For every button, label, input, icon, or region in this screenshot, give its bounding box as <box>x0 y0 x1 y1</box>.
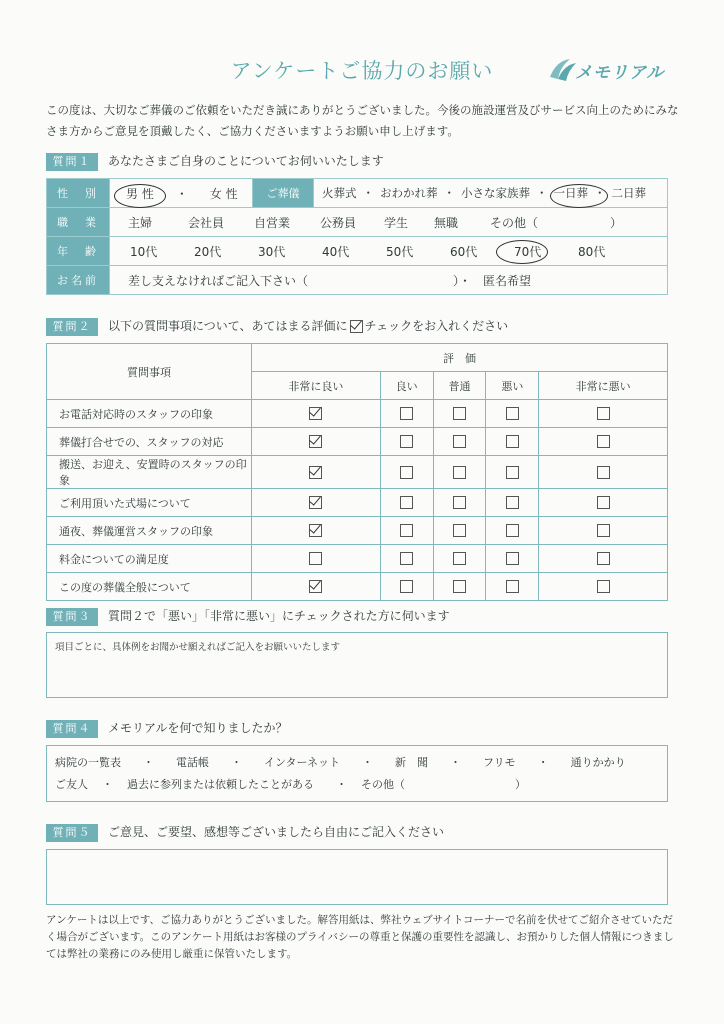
rating-cell <box>252 456 381 489</box>
rating-checkbox[interactable] <box>309 580 322 593</box>
rating-checkbox[interactable] <box>309 496 322 509</box>
age-50[interactable]: 50代 <box>386 244 414 259</box>
age-40[interactable]: 40代 <box>322 244 350 259</box>
col-eval-header: 評 価 <box>252 344 668 372</box>
table-row <box>47 545 668 573</box>
q3-heading <box>46 607 450 626</box>
rating-cell <box>252 489 381 517</box>
q3-label: 質問３ <box>46 608 98 626</box>
rating-checkbox[interactable] <box>453 580 466 593</box>
rating-cell <box>380 545 433 573</box>
table-row <box>47 400 668 428</box>
gender-label: 性 別 <box>47 179 110 208</box>
rating-checkbox[interactable] <box>506 552 519 565</box>
q2-text: 以下の質問事項について、あてはまる評価に <box>108 319 348 333</box>
rating-checkbox[interactable] <box>597 435 610 448</box>
rating-cell <box>433 428 486 456</box>
col-item-header: 質問事項 <box>47 344 252 400</box>
rating-header: 普通 <box>433 372 486 400</box>
funeral-label: ご葬儀 <box>253 179 314 208</box>
gender-female[interactable]: 女 性 <box>209 186 238 201</box>
rating-header: 良い <box>380 372 433 400</box>
q2-label: 質問２ <box>46 318 98 336</box>
q5-label: 質問５ <box>46 824 98 842</box>
q3-answer-box[interactable] <box>46 632 668 698</box>
age-10[interactable]: 10代 <box>130 244 158 259</box>
rating-checkbox[interactable] <box>309 552 322 565</box>
rating-cell <box>252 400 381 428</box>
rating-cell <box>539 456 668 489</box>
age-80[interactable]: 80代 <box>578 244 606 259</box>
age-30[interactable]: 30代 <box>258 244 286 259</box>
rating-checkbox[interactable] <box>453 524 466 537</box>
rating-cell <box>539 428 668 456</box>
rating-cell <box>252 517 381 545</box>
rating-cell <box>539 489 668 517</box>
rating-checkbox[interactable] <box>453 407 466 420</box>
funeral-ichinichi[interactable]: 一日葬 <box>553 186 588 200</box>
rating-cell <box>252 428 381 456</box>
job-employee[interactable]: 会社員 <box>188 215 225 230</box>
source-passing-by[interactable]: 通りかかり <box>570 756 626 769</box>
rating-checkbox[interactable] <box>597 407 610 420</box>
rating-checkbox[interactable] <box>506 524 519 537</box>
rating-checkbox[interactable] <box>453 552 466 565</box>
rating-cell <box>539 573 668 601</box>
rating-cell <box>486 545 539 573</box>
age70-circle <box>496 240 548 264</box>
q2-text2: チェックをお入れください <box>364 319 509 333</box>
rating-cell <box>539 545 668 573</box>
rating-cell <box>539 517 668 545</box>
q5-text: ご意見、ご要望、感想等ございましたら自由にご記入ください <box>108 825 445 839</box>
rating-cell <box>380 489 433 517</box>
q1-heading <box>46 152 384 171</box>
rating-checkbox[interactable] <box>597 466 610 479</box>
rating-cell <box>486 456 539 489</box>
name-field[interactable]: 差し支えなければご記入下さい（ <box>128 273 309 288</box>
rating-cell <box>486 517 539 545</box>
q3-text: 質問２で「悪い」「非常に悪い」にチェックされた方に伺います <box>108 609 450 623</box>
rating-checkbox[interactable] <box>309 466 322 479</box>
q2-heading <box>46 317 508 336</box>
rating-checkbox[interactable] <box>453 435 466 448</box>
rating-checkbox[interactable] <box>597 580 610 593</box>
q1-label: 質問１ <box>46 153 98 171</box>
gender-male[interactable]: 男 性 <box>126 186 154 201</box>
q2-table <box>46 343 668 601</box>
rating-cell <box>486 489 539 517</box>
rating-cell <box>539 400 668 428</box>
rating-checkbox[interactable] <box>506 496 519 509</box>
funeral-owakare[interactable]: おわかれ葬 <box>380 186 438 200</box>
rating-checkbox[interactable] <box>597 552 610 565</box>
source-newspaper[interactable]: 新 聞 <box>395 756 429 769</box>
job-label: 職 業 <box>47 208 110 237</box>
ichinichi-circle <box>550 184 608 208</box>
q5-answer-box[interactable] <box>46 849 668 905</box>
q4-heading <box>46 719 288 738</box>
check-sample-icon <box>350 320 363 333</box>
age-label: 年 齢 <box>47 237 110 266</box>
name-label: お名前 <box>47 266 110 295</box>
rating-checkbox[interactable] <box>597 524 610 537</box>
rating-checkbox[interactable] <box>506 407 519 420</box>
rating-checkbox[interactable] <box>309 407 322 420</box>
job-housewife[interactable]: 主婦 <box>128 215 153 230</box>
rating-header: 非常に悪い <box>539 372 668 400</box>
question-item: お電話対応時のスタッフの印象 <box>47 400 252 428</box>
source-phonebook[interactable]: 電話帳 <box>176 756 209 769</box>
age-60[interactable]: 60代 <box>450 244 478 259</box>
footer-note: アンケートは以上です、ご協力ありがとうございました。解答用紙は、弊社ウェブサイトコーナーで名前を伏せてご紹介させていただく場合がございます。このアンケート用紙はお客様のプライバシーの尊重と保護の重要性を認識し、お預かりした個人情報につきましては弊社の業務にのみ使用し厳重に保管いたします。 <box>46 914 674 960</box>
rating-cell <box>380 400 433 428</box>
rating-checkbox[interactable] <box>400 496 413 509</box>
rating-cell <box>380 517 433 545</box>
rating-cell <box>433 545 486 573</box>
rating-cell <box>486 428 539 456</box>
rating-cell <box>433 489 486 517</box>
rating-checkbox[interactable] <box>506 435 519 448</box>
rating-checkbox[interactable] <box>400 552 413 565</box>
rating-checkbox[interactable] <box>506 580 519 593</box>
table-row <box>47 456 668 489</box>
table-row <box>47 489 668 517</box>
q4-options-box: 病院の一覧表 ・ 電話帳 ・ インターネット ・ 新 聞 ・ フリモ ・ 通りかかり ご友人 ・ 過去に参列または依頼したことがある ・ その他（ ） <box>46 745 668 802</box>
table-row <box>47 428 668 456</box>
source-friend[interactable]: ご友人 <box>55 778 88 791</box>
rating-checkbox[interactable] <box>453 496 466 509</box>
rating-checkbox[interactable] <box>597 496 610 509</box>
job-unemployed[interactable]: 無職 <box>434 215 459 230</box>
job-selfemployed[interactable]: 自営業 <box>254 215 291 230</box>
rating-header: 非常に良い <box>252 372 381 400</box>
question-item: 搬送、お迎え、安置時のスタッフの印象 <box>47 456 252 489</box>
q3-box-text: 項目ごとに、具体例をお聞かせ願えればご記入をお願いいたします <box>55 642 341 653</box>
rating-cell <box>252 573 381 601</box>
rating-header: 悪い <box>486 372 539 400</box>
rating-cell <box>433 456 486 489</box>
source-past-use[interactable]: 過去に参列または依頼したことがある <box>127 778 314 791</box>
anonymous-option[interactable]: ）・ 匿名希望 <box>453 273 532 288</box>
age-70[interactable]: 70代 <box>514 244 542 259</box>
rating-checkbox[interactable] <box>453 466 466 479</box>
rating-checkbox[interactable] <box>400 435 413 448</box>
rating-cell <box>433 573 486 601</box>
rating-checkbox[interactable] <box>506 466 519 479</box>
rating-cell <box>433 517 486 545</box>
rating-checkbox[interactable] <box>400 580 413 593</box>
intro-text: この度は、大切なご葬儀のご依頼をいただき誠にありがとうございました。今後の施設運営及びサービス向上のためにみなさま方からご意見を頂戴したく、ご協力くださいますようお願い申し上げます。 <box>46 103 679 138</box>
funeral-kasou[interactable]: 火葬式 <box>322 186 357 200</box>
job-civilservant[interactable]: 公務員 <box>320 215 357 230</box>
q4-label: 質問４ <box>46 720 98 738</box>
job-student[interactable]: 学生 <box>384 215 409 230</box>
question-item: 通夜、葬儀運営スタッフの印象 <box>47 517 252 545</box>
source-internet[interactable]: インターネット <box>264 756 341 769</box>
logo-text: メモリアル <box>575 63 665 83</box>
q4-text: メモリアルを何で知りましたか？ <box>108 721 288 735</box>
rating-cell <box>380 456 433 489</box>
table-row <box>47 573 668 601</box>
question-item: この度の葬儀全般について <box>47 573 252 601</box>
rating-checkbox[interactable] <box>309 435 322 448</box>
source-hospital-list[interactable]: 病院の一覧表 <box>55 756 121 769</box>
rating-checkbox[interactable] <box>400 524 413 537</box>
job-other[interactable]: その他（ <box>490 215 539 230</box>
question-item: 料金についての満足度 <box>47 545 252 573</box>
rating-checkbox[interactable] <box>400 466 413 479</box>
rating-checkbox[interactable] <box>309 524 322 537</box>
rating-cell <box>433 400 486 428</box>
funeral-futsuka[interactable]: 二日葬 <box>611 186 646 200</box>
rating-cell <box>380 573 433 601</box>
page-title: アンケートご協力のお願い <box>230 59 494 83</box>
q1-text: あなたさまご自身のことについてお伺いいたします <box>108 154 384 168</box>
rating-cell <box>486 400 539 428</box>
question-item: ご利用頂いた式場について <box>47 489 252 517</box>
rating-cell <box>252 545 381 573</box>
funeral-kazoku[interactable]: 小さな家族葬 <box>461 186 530 200</box>
age-20[interactable]: 20代 <box>194 244 222 259</box>
question-item: 葬儀打合せでの、スタッフの対応 <box>47 428 252 456</box>
rating-cell <box>486 573 539 601</box>
q1-table: 性 別 男 性 ・ 女 性 ご葬儀 火葬式 ・ おわかれ葬 ・ 小さな家族葬 ・ 一日葬 ・ 二日葬 職 業 主婦 会社員 自営業 公務員 学生 無職 その他（ ） 年 齢 10代 20代 30代 40代 50代 60代 70代 80代 お名前 差し支えなければご記入下さい（ ）・ 匿名希望 <box>46 178 668 295</box>
table-row <box>47 517 668 545</box>
q5-heading <box>46 823 444 842</box>
source-furimo[interactable]: フリモ <box>483 756 516 769</box>
source-other[interactable]: その他（ <box>361 778 405 791</box>
rating-cell <box>380 428 433 456</box>
rating-checkbox[interactable] <box>400 407 413 420</box>
male-circle <box>114 184 166 208</box>
